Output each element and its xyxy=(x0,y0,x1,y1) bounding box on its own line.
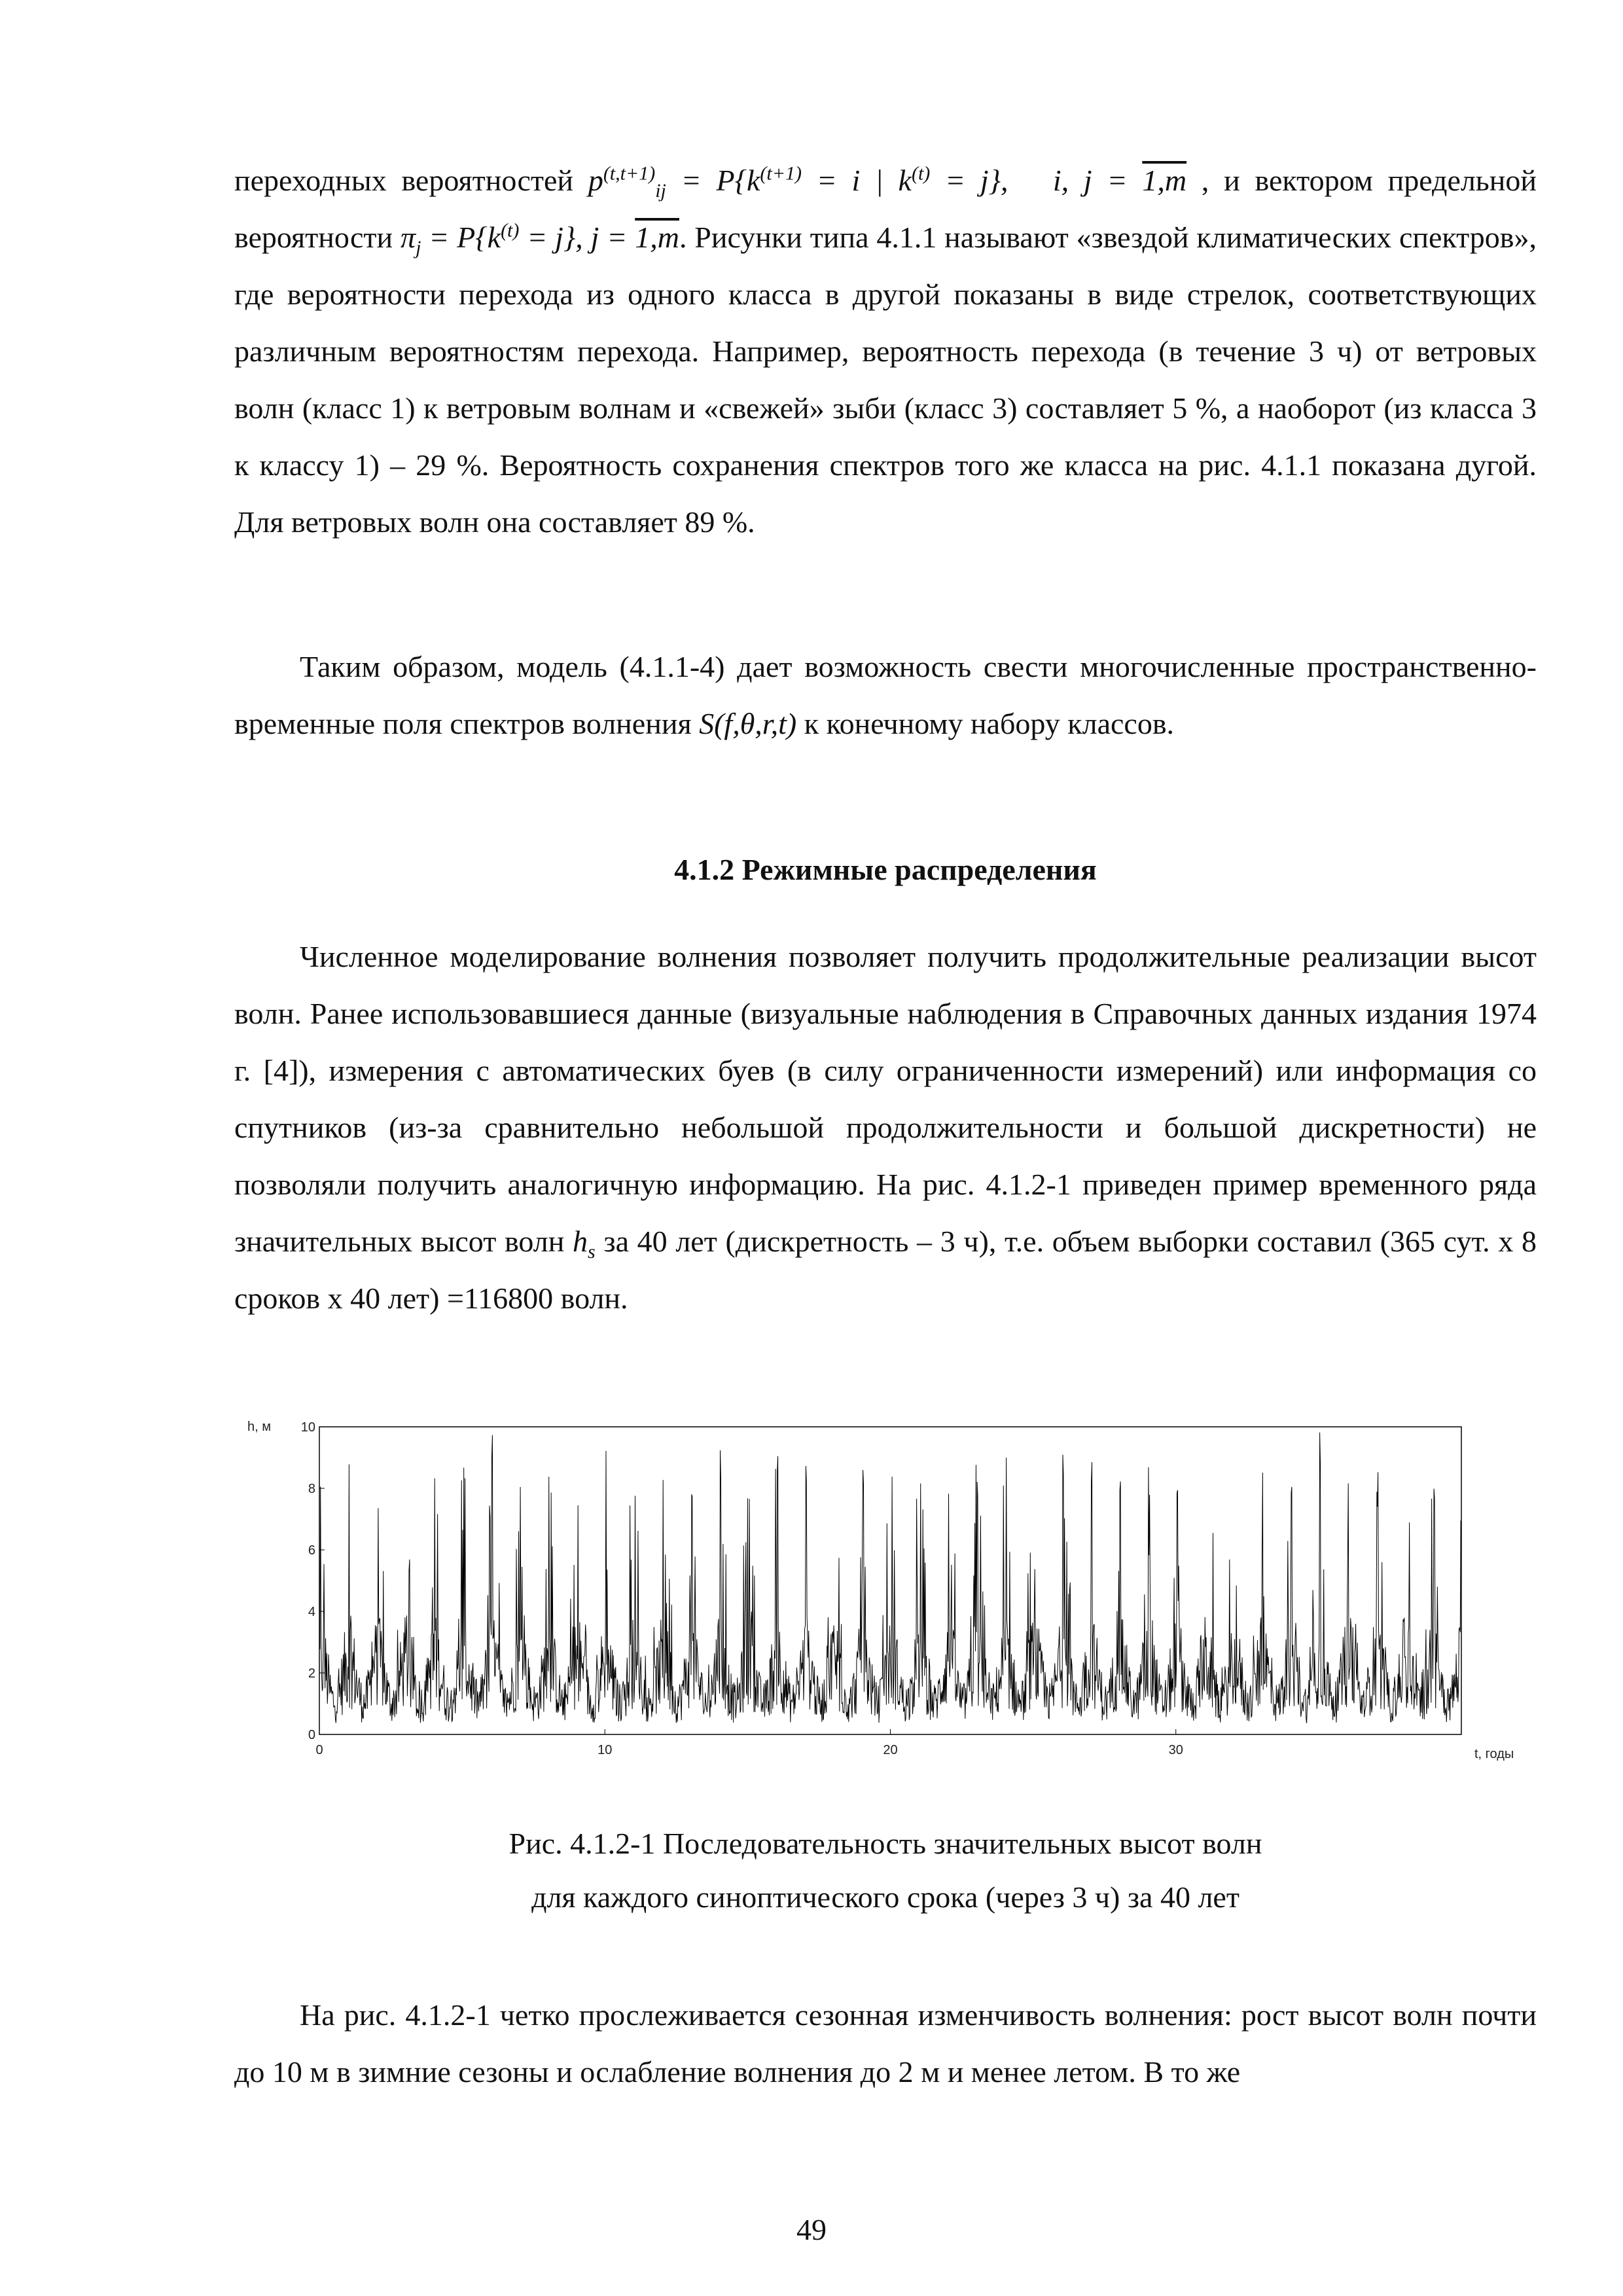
wave-height-time-series-chart xyxy=(241,1401,1537,1780)
paragraph-3 xyxy=(234,928,1537,1327)
y-tick-label: 4 xyxy=(308,1605,315,1619)
figure-caption-line-2: для каждого синоптического срока (через 3 ч) за 40 лет xyxy=(531,1880,1240,1914)
paragraph-1 xyxy=(234,152,1537,550)
y-tick-label: 6 xyxy=(308,1543,315,1558)
figure-caption-line-1: Рис. 4.1.2-1 Последовательность значительных высот волн xyxy=(508,1827,1262,1860)
section-heading: 4.1.2 Режимные распределения xyxy=(674,853,1097,886)
formula-spectrum-field: S(f,θ,r,t) xyxy=(699,707,797,740)
symbol-hs: $h_s$ xyxy=(573,1225,596,1263)
x-tick-label: 20 xyxy=(883,1743,898,1757)
page-number: 49 xyxy=(796,2213,827,2246)
text-segment: Таким образом, модель (4.1.1-4) дает возможность свести многочисленные пространственно-временные поля спектров волнения xyxy=(234,650,1537,740)
y-axis-label: h, м xyxy=(247,1420,271,1434)
formula-limit-probability: $\pi_j = P\{k^{(t)} = j\}$, j = 1,m xyxy=(401,219,679,259)
text-segment: к конечному набору классов. xyxy=(804,707,1175,740)
paragraph-4: На рис. 4.1.2-1 четко прослеживается сезонная изменчивость волнения: рост высот волн почти до 10 м в зимние сезоны и ослабление волнения до 2 м и менее летом. В то же xyxy=(234,1998,1537,2089)
formula-transition-probability: $p^{(t,t+1)}_{ij} = P\{k^{(t+1)} = i$ | $k^{(t)} = j$}, i, j = 1,m xyxy=(588,162,1187,202)
paragraph-2 xyxy=(234,638,1537,752)
x-tick-label: 0 xyxy=(315,1743,323,1757)
x-axis-label: t, годы xyxy=(1474,1747,1514,1761)
x-tick-label: 30 xyxy=(1168,1743,1183,1757)
y-tick-label: 0 xyxy=(308,1728,315,1742)
text-segment: , и вектором предельной вероятности xyxy=(234,164,1537,254)
y-tick-label: 8 xyxy=(308,1482,315,1496)
x-tick-label: 10 xyxy=(597,1743,613,1757)
text-segment: Численное моделирование волнения позволяет получить продолжительные реализации высот волн. Ранее использовавшиеся данные (визуальные наблюдения в Справочных данных издания 1974 г. [4]), измерения с автоматических буев (в силу ограниченности измерений) или информация со спутников (из-за сравнительно небольшой продолжительности и большой дискретности) не позволяли получить аналогичную информацию. На рис. 4.1.2-1 приведен пример временного ряда значительных высот волн xyxy=(234,940,1537,1258)
text-segment: переходных вероятностей xyxy=(234,164,588,197)
series-line-wave-height xyxy=(319,1433,1461,1723)
y-tick-label: 2 xyxy=(308,1666,315,1681)
text-segment: за 40 лет (дискретность – 3 ч), т.е. объем выборки составил (365 сут. х 8 сроков х 40 лет) =116800 волн. xyxy=(234,1225,1537,1315)
y-tick-label: 10 xyxy=(300,1420,315,1435)
text-segment: . Рисунки типа 4.1.1 называют «звездой климатических спектров», где вероятности перехода из одного класса в другой показаны в виде стрелок, соответствующих различным вероятностям перехода. Например, вероятность перехода (в течение 3 ч) от ветровых волн (класс 1) к ветровым волнам и «свежей» зыби (класс 3) составляет 5 %, а наоборот (из класса 3 к классу 1) – 29 %. Вероятность сохранения спектров того же класса на рис. 4.1.1 показана дугой. Для ветровых волн она составляет 89 %. xyxy=(234,221,1537,539)
